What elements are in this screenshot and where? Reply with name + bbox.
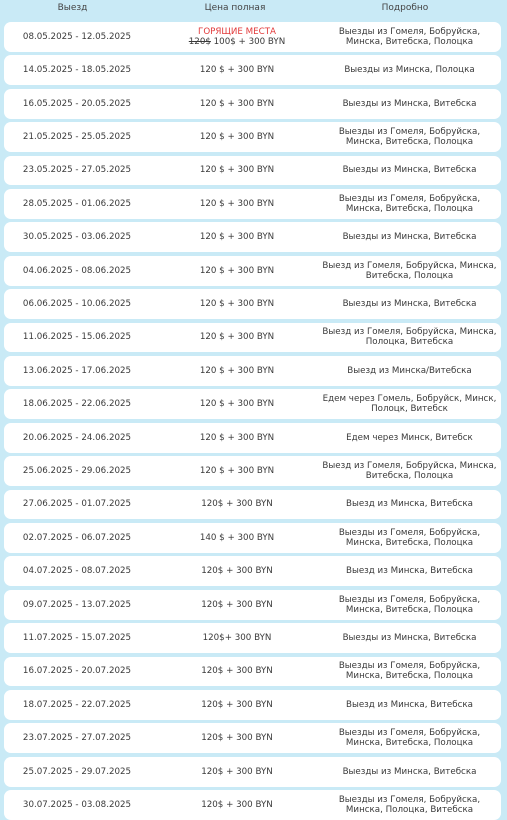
row-date: 11.06.2025 - 15.06.2025 [22,332,132,343]
row-price [137,456,337,486]
row-date: 21.05.2025 - 25.05.2025 [22,132,132,143]
row-price [137,222,337,252]
table-row [4,757,501,787]
row-details: Выезды из Минска, Витебска [342,232,477,243]
price-value: 120 $ + 300 BYN [199,466,275,477]
row-details: Выезды из Гомеля, Бобруйска, Минска, Витебска, Полоцка [338,594,481,615]
row-date: 16.05.2025 - 20.05.2025 [22,98,132,109]
hot-deal-badge: ГОРЯЩИЕ МЕСТА [198,26,276,37]
row-price [137,523,337,553]
row-price [137,289,337,319]
row-date: 27.06.2025 - 01.07.2025 [22,499,132,510]
table-row [4,723,501,753]
row-price [137,623,337,653]
table-row [4,89,501,119]
table-row [4,222,501,252]
price-value: 120$ + 300 BYN [201,699,273,710]
row-price [137,122,337,152]
row-price [137,556,337,586]
row-details: Выезды из Гомеля, Бобруйска, Минска, Витебска, Полоцка [338,26,481,47]
row-details: Едем через Минск, Витебск [346,432,473,443]
price-value: 120 $ + 300 BYN [199,132,275,143]
row-date: 02.07.2025 - 06.07.2025 [22,532,132,543]
table-row [4,556,501,586]
table-row [4,356,501,386]
row-details: Выезды из Гомеля, Бобруйска, Минска, Витебска, Полоцка [338,527,481,548]
table-header [0,0,507,20]
row-date: 30.07.2025 - 03.08.2025 [22,800,132,811]
row-date: 23.07.2025 - 27.07.2025 [22,733,132,744]
table-row [4,523,501,553]
row-details: Выезд из Гомеля, Бобруйска, Минска, Витебска, Полоцка [322,461,497,482]
row-price [137,356,337,386]
table-row [4,389,501,419]
row-details: Выезды из Гомеля, Бобруйска, Минска, Витебска, Полоцка [338,728,481,749]
row-details: Выезд из Минска/Витебска [347,365,472,376]
row-details: Выезды из Минска, Витебска [342,633,477,644]
row-details: Выезды из Минска, Витебска [342,98,477,109]
price-value: 120$ + 300 BYN [201,666,273,677]
header-price: Цена полная [204,3,266,13]
row-price [137,323,337,353]
row-details: Выезды из Минска, Полоцка [344,65,475,76]
row-price [137,590,337,620]
price-value: 120 $ + 300 BYN [199,198,275,209]
row-price [137,757,337,787]
header-departure: Выезд [57,3,88,13]
row-details: Выезд из Минска, Витебска [346,566,473,577]
row-price [137,156,337,186]
row-date: 06.06.2025 - 10.06.2025 [22,299,132,310]
table-row [4,590,501,620]
price-value: 120 $ + 300 BYN [199,332,275,343]
row-details: Выезды из Гомеля, Бобруйска, Минска, Витебска, Полоцка [338,661,481,682]
row-price [137,55,337,85]
price-value: 120 $ + 300 BYN [199,299,275,310]
row-date: 11.07.2025 - 15.07.2025 [22,633,132,644]
price-value: 120$ + 300 BYN [201,566,273,577]
price-value: 120$ + 300 BYN [201,499,273,510]
row-details: Выезд из Минска, Витебска [346,699,473,710]
row-date: 25.07.2025 - 29.07.2025 [22,766,132,777]
row-price [137,657,337,687]
row-details: Выезды из Минска, Витебска [342,766,477,777]
price-value: 120$ + 300 BYN [201,733,273,744]
price-value: 120 $ + 300 BYN [199,265,275,276]
row-price [137,89,337,119]
table-row [4,156,501,186]
row-details: Выезд из Минска, Витебска [346,499,473,510]
price-value: 120$ + 300 BYN [201,766,273,777]
row-date: 28.05.2025 - 01.06.2025 [22,198,132,209]
row-date: 25.06.2025 - 29.06.2025 [22,466,132,477]
row-date: 08.05.2025 - 12.05.2025 [22,31,132,42]
row-details: Едем через Гомель, Бобруйск, Минск, Полоцк, Витебск [322,394,497,415]
row-date: 16.07.2025 - 20.07.2025 [22,666,132,677]
row-date: 13.06.2025 - 17.06.2025 [22,365,132,376]
row-date: 18.07.2025 - 22.07.2025 [22,699,132,710]
row-date: 18.06.2025 - 22.06.2025 [22,399,132,410]
row-date: 20.06.2025 - 24.06.2025 [22,432,132,443]
table-row [4,189,501,219]
price-value: 120 $ + 300 BYN [199,232,275,243]
table-row [4,690,501,720]
price-value: 140 $ + 300 BYN [199,532,275,543]
table-row [4,256,501,286]
row-price [137,22,337,52]
row-date: 04.07.2025 - 08.07.2025 [22,566,132,577]
price-value: 120 $ + 300 BYN [199,399,275,410]
table-row [4,657,501,687]
row-date: 09.07.2025 - 13.07.2025 [22,599,132,610]
row-price [137,189,337,219]
row-date: 14.05.2025 - 18.05.2025 [22,65,132,76]
table-row [4,323,501,353]
row-details: Выезды из Гомеля, Бобруйска, Минска, Витебска, Полоцка [338,127,481,148]
row-price [137,423,337,453]
table-row [4,55,501,85]
table-row [4,790,501,820]
table-row [4,122,501,152]
new-price: 100$ + 300 BYN [210,36,286,47]
table-row [4,22,501,52]
row-date: 23.05.2025 - 27.05.2025 [22,165,132,176]
price-value: 120 $ + 300 BYN [199,65,275,76]
row-details: Выезды из Минска, Витебска [342,299,477,310]
row-price [137,723,337,753]
header-details: Подробно [381,3,429,13]
table-row [4,456,501,486]
row-details: Выезд из Гомеля, Бобруйска, Минска, Полоцка, Витебска [322,327,497,348]
row-date: 04.06.2025 - 08.06.2025 [22,265,132,276]
table-row [4,289,501,319]
price-value: 120 $ + 300 BYN [199,432,275,443]
row-price [137,690,337,720]
row-details: Выезд из Гомеля, Бобруйска, Минска, Витебска, Полоцка [322,260,497,281]
price-value: 120$ + 300 BYN [201,800,273,811]
row-date: 30.05.2025 - 03.06.2025 [22,232,132,243]
row-details: Выезды из Минска, Витебска [342,165,477,176]
table-row [4,623,501,653]
row-price [137,490,337,520]
price-value: 120$+ 300 BYN [202,633,272,644]
old-price: 120$ [188,36,211,47]
row-details: Выезды из Гомеля, Бобруйска, Минска, Полоцка, Витебска [338,795,481,816]
price-value: 120$ + 300 BYN [201,599,273,610]
price-line [189,37,285,47]
row-price [137,790,337,820]
row-details: Выезды из Гомеля, Бобруйска, Минска, Витебска, Полоцка [338,193,481,214]
price-value: 120 $ + 300 BYN [199,365,275,376]
row-price [137,389,337,419]
price-value: 120 $ + 300 BYN [199,98,275,109]
price-value: 120 $ + 300 BYN [199,165,275,176]
table-row [4,490,501,520]
row-price [137,256,337,286]
table-row [4,423,501,453]
